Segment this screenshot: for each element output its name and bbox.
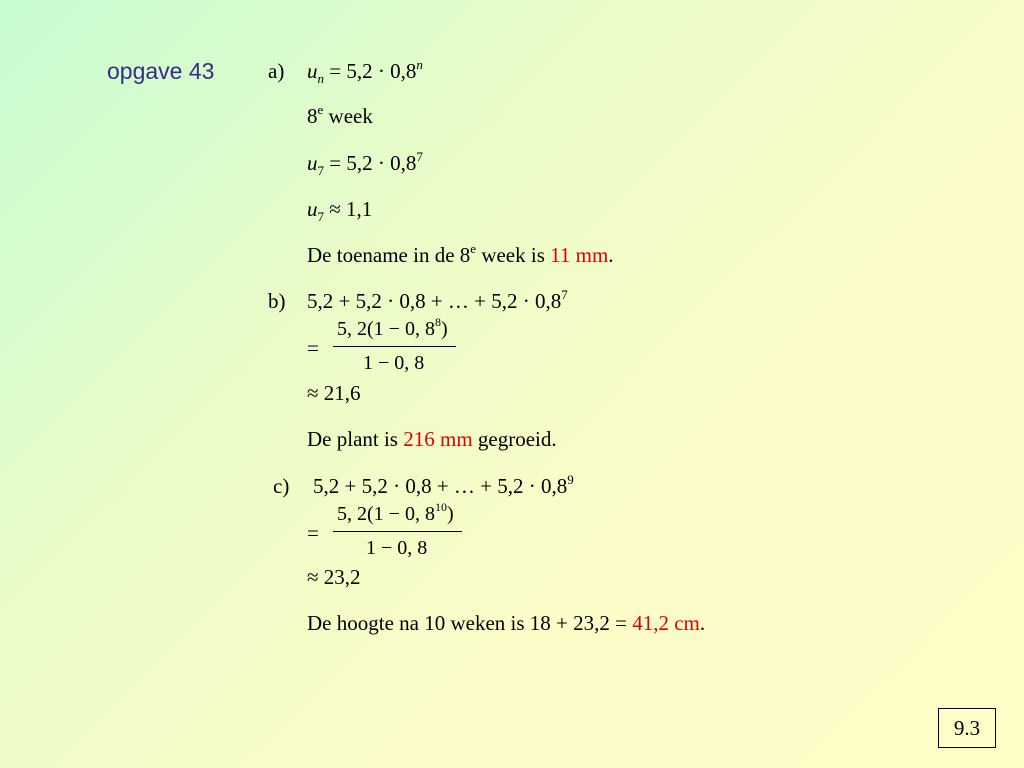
part-a-label: a) (268, 59, 285, 83)
conclusion-text: De hoogte na 10 weken is 18 + 23,2 = (307, 611, 633, 635)
part-a-formula (307, 58, 423, 87)
approx-rest: ≈ 1,1 (324, 197, 373, 221)
fraction-numerator (337, 500, 454, 526)
conclusion-text: De plant is (307, 427, 404, 451)
part-b-label: b) (268, 289, 286, 313)
section-badge: 9.3 (938, 708, 996, 748)
sum-expression: 5,2 + 5,2 · 0,8 + … + 5,2 · 0,8 (313, 474, 568, 498)
exercise-title: opgave 43 (107, 58, 215, 84)
part-c-equals: = (307, 521, 319, 545)
numerator-text: 5, 2(1 − 0, 8 (337, 503, 435, 525)
highlight-value: 41,2 cm (632, 611, 700, 635)
part-b-conclusion (307, 426, 557, 452)
numerator-exponent: 10 (434, 500, 447, 514)
numerator-close: ) (446, 503, 454, 525)
conclusion-end: . (699, 611, 706, 635)
part-a-conclusion (307, 242, 614, 271)
numerator-text: 5, 2(1 − 0, 8 (337, 318, 435, 340)
fraction-denominator: 1 − 0, 8 (366, 537, 428, 559)
highlight-value: 11 mm (550, 243, 609, 267)
formula-rest: = 5,2 · 0,8 (324, 59, 417, 83)
exponent-n: n (416, 57, 423, 72)
part-a-approx (307, 196, 372, 225)
conclusion-end: . (608, 243, 614, 267)
part-c-fraction (333, 501, 463, 561)
sum-exponent: 9 (567, 472, 574, 487)
fraction-numerator (337, 315, 448, 341)
highlight-value: 216 mm (403, 427, 473, 451)
conclusion-text: De toename in de 8 (307, 243, 471, 267)
conclusion-suffix: e (470, 241, 477, 256)
exponent-7: 7 (416, 149, 423, 164)
subscript-7: 7 (317, 163, 324, 178)
part-c-approx: ≈ 23,2 (307, 565, 361, 589)
part-b-sum (307, 288, 568, 317)
part-a-week (307, 103, 373, 132)
part-b-equals: = (307, 336, 319, 360)
part-c-conclusion (307, 610, 705, 636)
var-u: u (307, 59, 318, 83)
fraction-bar (333, 346, 456, 347)
sum-exponent: 7 (561, 287, 568, 302)
sum-expression: 5,2 + 5,2 · 0,8 + … + 5,2 · 0,8 (307, 289, 562, 313)
fraction-bar (333, 531, 462, 532)
numerator-exponent: 8 (434, 315, 441, 329)
fraction-denominator: 1 − 0, 8 (363, 352, 425, 374)
subscript-n: n (317, 71, 324, 86)
subscript-7: 7 (317, 209, 324, 224)
week-suffix: e (317, 102, 324, 117)
week-word: week (323, 104, 373, 128)
part-b-approx: ≈ 21,6 (307, 381, 361, 405)
week-number: 8 (307, 104, 318, 128)
conclusion-text-mid: week is (476, 243, 551, 267)
numerator-close: ) (440, 318, 448, 340)
var-u: u (307, 151, 318, 175)
formula-rest: = 5,2 · 0,8 (324, 151, 417, 175)
part-c-label: c) (273, 474, 290, 498)
part-b-fraction (333, 316, 457, 376)
part-c-sum (313, 473, 574, 502)
part-a-u7 (307, 150, 423, 179)
conclusion-end: gegroeid. (472, 427, 557, 451)
var-u: u (307, 197, 318, 221)
